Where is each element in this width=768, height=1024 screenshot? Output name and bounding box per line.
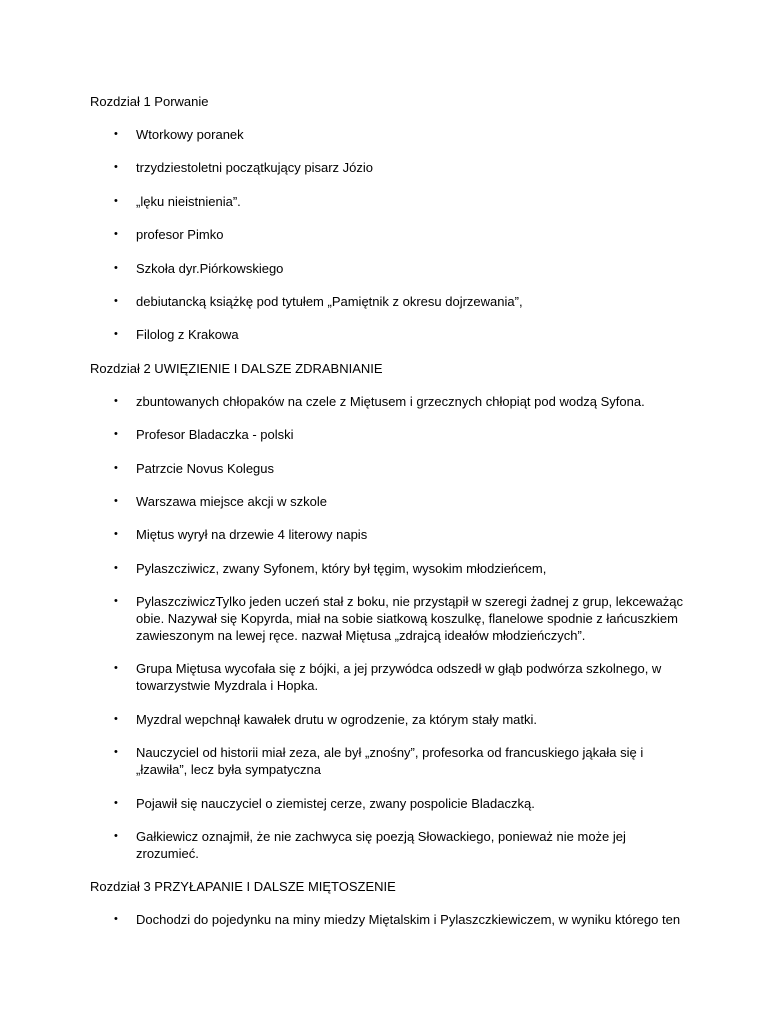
bullet-icon: • [114, 561, 118, 574]
bullet-icon: • [114, 261, 118, 274]
chapter-heading: Rozdział 1 Porwanie [90, 94, 209, 109]
bullet-icon: • [114, 830, 118, 843]
list-item [90, 293, 690, 310]
bullet-icon: • [114, 328, 118, 341]
chapter-1-section [90, 93, 690, 343]
bullet-icon: • [114, 428, 118, 441]
bullet-list [90, 393, 690, 862]
bullet-icon: • [114, 662, 118, 675]
list-item-text: Patrzcie Novus Kolegus [136, 460, 275, 476]
bullet-icon: • [114, 161, 118, 174]
list-item-text: Wtorkowy poranek [136, 127, 244, 142]
bullet-icon: • [114, 128, 118, 140]
list-item-text: profesor Pimko [136, 227, 224, 243]
list-item-text: debiutancką książkę pod tytułem „Pamiętnik z okresu dojrzewania”, [136, 293, 523, 309]
bullet-icon: • [114, 913, 118, 926]
list-item-text: Filolog z Krakowa [136, 327, 239, 343]
list-item [90, 526, 690, 543]
chapter-2-section [90, 360, 690, 862]
list-item-text: Dochodzi do pojedynku na miny miedzy Miętalskim i Pylaszczkiewiczem, w wyniku którego ten [136, 912, 681, 928]
list-item [90, 593, 690, 644]
list-item-text: Profesor Bladaczka - polski [136, 427, 294, 443]
chapter-3-section [90, 878, 690, 928]
list-item [90, 911, 690, 928]
bullet-icon: • [114, 712, 118, 725]
bullet-icon: • [114, 494, 118, 507]
bullet-list [90, 126, 690, 343]
list-item-text: PylaszcziwiczTylko jeden uczeń stał z boku, nie przystąpił w szeregi żadnej z grup, lekceważąc obie. Nazywał się Kopyrda, miał na sobie siatkową koszulkę, flanelowe spodnie z łańcuszkiem zawieszonym na lewej ręce. nazwał Miętusa „zdrajcą ideałów młodzieńczych”. [136, 594, 683, 644]
list-item [90, 795, 690, 812]
list-item-text: Nauczyciel od historii miał zeza, ale był „znośny”, profesorka od francuskiego jąkała się i „łzawiła”, lecz była sympatyczna [136, 745, 644, 778]
list-item [90, 260, 690, 277]
list-item [90, 393, 690, 410]
list-item [90, 660, 690, 694]
bullet-icon: • [114, 528, 118, 541]
bullet-list [90, 911, 690, 928]
list-item [90, 460, 690, 477]
list-item [90, 126, 690, 143]
bullet-icon: • [114, 228, 118, 241]
bullet-icon: • [114, 461, 118, 474]
list-item-text: zbuntowanych chłopaków na czele z Miętusem i grzecznych chłopiąt pod wodzą Syfona. [136, 393, 645, 409]
chapter-heading: Rozdział 3 PRZYŁAPANIE I DALSZE MIĘTOSZENIE [90, 879, 396, 895]
bullet-icon: • [114, 294, 118, 307]
list-item [90, 744, 690, 778]
bullet-icon: • [114, 595, 118, 608]
bullet-icon: • [114, 796, 118, 809]
list-item-text: „lęku nieistnienia”. [136, 193, 241, 209]
list-item [90, 159, 690, 176]
list-item-text: trzydziestoletni początkujący pisarz Józio [136, 160, 373, 176]
list-item [90, 711, 690, 728]
list-item-text: Grupa Miętusa wycofała się z bójki, a jej przywódca odszedł w głąb podwórza szkolnego, w towarzystwie Myzdrala i Hopka. [136, 661, 662, 694]
chapter-heading: Rozdział 2 UWIĘZIENIE I DALSZE ZDRABNIANIE [90, 360, 383, 376]
list-item [90, 426, 690, 443]
list-item-text: Myzdral wepchnął kawałek drutu w ogrodzenie, za którym stały matki. [136, 711, 537, 727]
bullet-icon: • [114, 394, 118, 407]
list-item [90, 828, 690, 862]
list-item [90, 193, 690, 210]
list-item-text: Pojawił się nauczyciel o ziemistej cerze, zwany pospolicie Bladaczką. [136, 795, 535, 811]
list-item-text: Pylaszcziwicz, zwany Syfonem, który był tęgim, wysokim młodzieńcem, [136, 560, 547, 576]
list-item [90, 326, 690, 343]
list-item-text: Warszawa miejsce akcji w szkole [136, 493, 327, 509]
document-content [90, 93, 690, 945]
list-item [90, 560, 690, 577]
bullet-icon: • [114, 746, 118, 759]
list-item [90, 226, 690, 243]
bullet-icon: • [114, 194, 118, 207]
list-item [90, 493, 690, 510]
list-item-text: Miętus wyrył na drzewie 4 literowy napis [136, 527, 368, 543]
list-item-text: Szkoła dyr.Piórkowskiego [136, 260, 284, 276]
list-item-text: Gałkiewicz oznajmił, że nie zachwyca się poezją Słowackiego, ponieważ nie może jej zrozumieć. [136, 829, 626, 862]
